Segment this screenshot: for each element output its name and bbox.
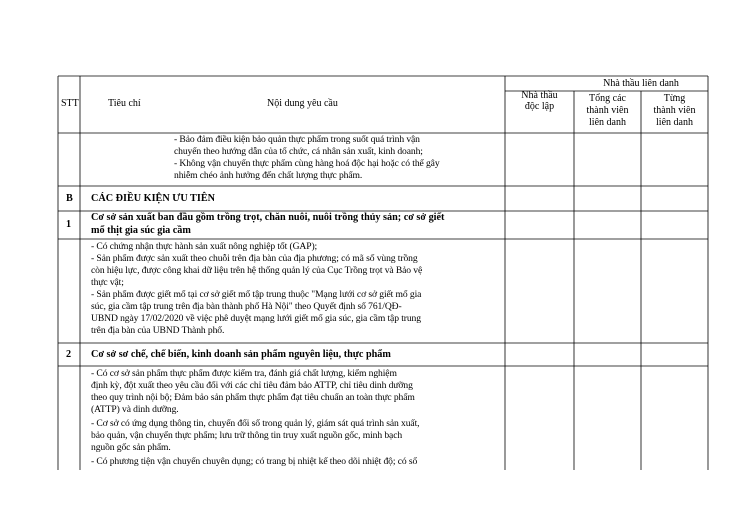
item2-stt: 2 (66, 349, 72, 360)
header-stt: STT (61, 98, 79, 109)
header-tung-line2: thành viên (653, 105, 696, 116)
item1-detail-line: trên địa bàn của UBND Thành phố. (91, 325, 225, 336)
item2-detail-line: - Cơ sở có ứng dụng thông tin, chuyển đổi số trong quản lý, giám sát quá trình sản xuất, (91, 418, 420, 429)
header-tieu-chi: Tiêu chí (108, 98, 141, 109)
item1-detail-line: còn hiệu lực, được công khai dữ liệu trên hệ thống quản lý của Cục Trồng trọt và Bảo vệ (91, 265, 423, 276)
item2-detail-line: - Có cơ sở sản phẩm thực phẩm được kiểm tra, đánh giá chất lượng, kiểm nghiệm (91, 368, 397, 379)
carryover-line: - Không vận chuyển thực phẩm cùng hàng hoá độc hại hoặc có thể gây (174, 158, 440, 169)
carryover-line: nhiễm chéo ảnh hưởng đến chất lượng thực phẩm. (174, 170, 363, 181)
carryover-line: chuyển theo hướng dẫn của tổ chức, cá nhân sản xuất, kinh doanh; (174, 146, 423, 157)
item1-title-line: mổ thịt gia súc gia cầm (91, 225, 191, 236)
item2-detail-line: (ATTP) và dinh dưỡng. (91, 404, 179, 415)
header-noi-dung: Nội dung yêu cầu (267, 98, 338, 109)
item2-detail-line: - Có phương tiện vận chuyển chuyên dụng; có trang bị nhiệt kế theo dõi nhiệt độ; có sổ (91, 456, 418, 467)
header-lien-danh-title: Nhà thầu liên danh (603, 78, 679, 89)
item2-title: Cơ sở sơ chế, chế biến, kinh doanh sản phẩm nguyên liệu, thực phẩm (91, 349, 391, 360)
item2-detail-line: định kỳ, đột xuất theo yêu cầu đối với các chỉ tiêu đảm bảo ATTP, chỉ tiêu dinh dưỡng (91, 380, 413, 391)
section-b-stt: B (66, 193, 73, 204)
carryover-line: - Bảo đảm điều kiện bảo quản thực phẩm trong suốt quá trình vận (174, 134, 420, 145)
item1-detail-line: - Sản phẩm được giết mổ tại cơ sở giết mổ tập trung thuộc "Mạng lưới cơ sở giết mổ gia (91, 289, 422, 300)
item1-stt: 1 (66, 219, 72, 230)
header-nha-thau-doc-lap-line2: độc lập (524, 101, 555, 112)
header-nha-thau-doc-lap-line1: Nhà thầu (521, 90, 558, 101)
item2-detail-line: bảo quản, vận chuyển thực phẩm; lưu trữ thông tin truy xuất nguồn gốc, minh bạch (91, 430, 403, 441)
item1-detail-line: thực vật; (91, 277, 124, 288)
item1-title-line: Cơ sở sản xuất ban đầu gồm trồng trọt, chăn nuôi, nuôi trồng thủy sản; cơ sở giết (91, 212, 445, 223)
item1-detail-line: UBND ngày 17/02/2020 về việc phê duyệt mạng lưới giết mổ gia súc, gia cầm tập trung (91, 313, 421, 324)
item1-detail-line: - Có chứng nhận thực hành sản xuất nông nghiệp tốt (GAP); (91, 241, 318, 252)
item2-detail-line: nguồn gốc sản phẩm. (91, 442, 171, 453)
header-tong-cac-line3: liên danh (589, 117, 626, 128)
header-tong-cac-line2: thành viên (586, 105, 629, 116)
header-tung-line1: Từng (663, 93, 686, 104)
item1-detail-line: súc, gia cầm tập trung trên địa bàn thành phố Hà Nội" theo Quyết định số 761/QĐ- (91, 301, 402, 312)
item1-detail-line: - Sản phẩm được sản xuất theo chuỗi trên địa bàn của địa phương; có mã số vùng trồng (91, 253, 418, 264)
header-tong-cac-line1: Tổng các (589, 93, 626, 104)
section-b-title: CÁC ĐIỀU KIỆN ƯU TIÊN (91, 193, 215, 204)
item2-detail-line: theo quy trình nội bộ; Đảm bảo sản phẩm thực phẩm đạt tiêu chuẩn an toàn thực phẩm (91, 392, 415, 403)
header-tung-line3: liên danh (656, 117, 693, 128)
